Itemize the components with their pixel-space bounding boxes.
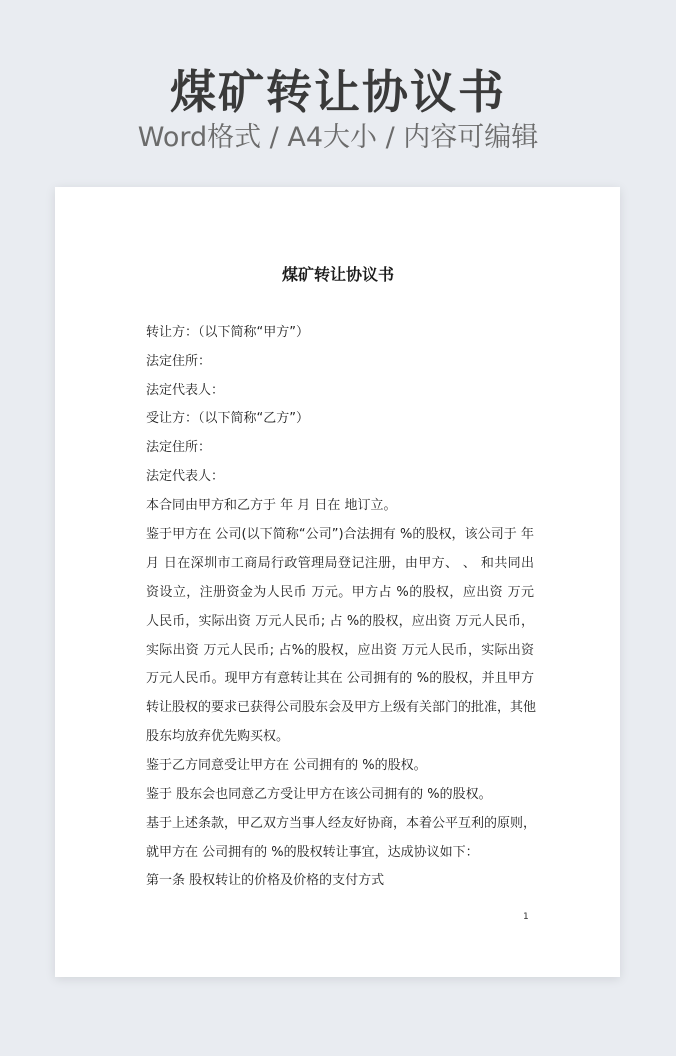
agreement-basis-line: 基于上述条款，甲乙双方当事人经友好协商，本着公平互利的原则， [146,816,537,831]
whereas-paragraph-line: 转让股权的要求已获得公司股东会及甲方上级有关部门的批准，其他 [146,700,537,715]
transferee-address-line: 法定住所： [146,440,212,455]
page-number: 1 [523,912,529,922]
transferor-address-line: 法定住所： [146,354,212,369]
whereas-transferee-line: 鉴于乙方同意受让甲方在 公司拥有的 %的股权。 [146,758,427,773]
transferee-representative-line: 法定代表人： [146,469,225,484]
transferor-representative-line: 法定代表人： [146,383,225,398]
transferee-line: 受让方：（以下简称“乙方”） [146,411,309,426]
whereas-paragraph-line: 实际出资 万元人民币; 占%的股权，应出资 万元人民币，实际出资 [146,643,534,658]
article-one-heading: 第一条 股权转让的价格及价格的支付方式 [146,873,385,888]
document-title: 煤矿转让协议书 [281,265,394,284]
whereas-paragraph-line: 月 日在深圳市工商局行政管理局登记注册，由甲方、 、 和共同出 [146,556,534,571]
banner-subtitle: Word格式 / A4大小 / 内容可编辑 [137,122,539,153]
whereas-shareholders-line: 鉴于 股东会也同意乙方受让甲方在该公司拥有的 %的股权。 [146,787,492,802]
contract-signing-line: 本合同由甲方和乙方于 年 月 日在 地订立。 [146,498,397,513]
whereas-paragraph-line: 鉴于甲方在 公司(以下简称“公司”)合法拥有 %的股权，该公司于 年 [146,527,534,542]
banner-title: 煤矿转让协议书 [170,65,506,119]
agreement-basis-line: 就甲方在 公司拥有的 %的股权转让事宜，达成协议如下： [146,845,479,860]
whereas-paragraph-line: 股东均放弃优先购买权。 [146,729,290,744]
whereas-paragraph-line: 人民币，实际出资 万元人民币; 占 %的股权，应出资 万元人民币， [146,614,534,629]
whereas-paragraph-line: 资设立，注册资金为人民币 万元。甲方占 %的股权，应出资 万元 [146,585,534,600]
transferor-line: 转让方：（以下简称“甲方”） [146,325,309,340]
whereas-paragraph-line: 万元人民币。现甲方有意转让其在 公司拥有的 %的股权，并且甲方 [146,671,534,686]
